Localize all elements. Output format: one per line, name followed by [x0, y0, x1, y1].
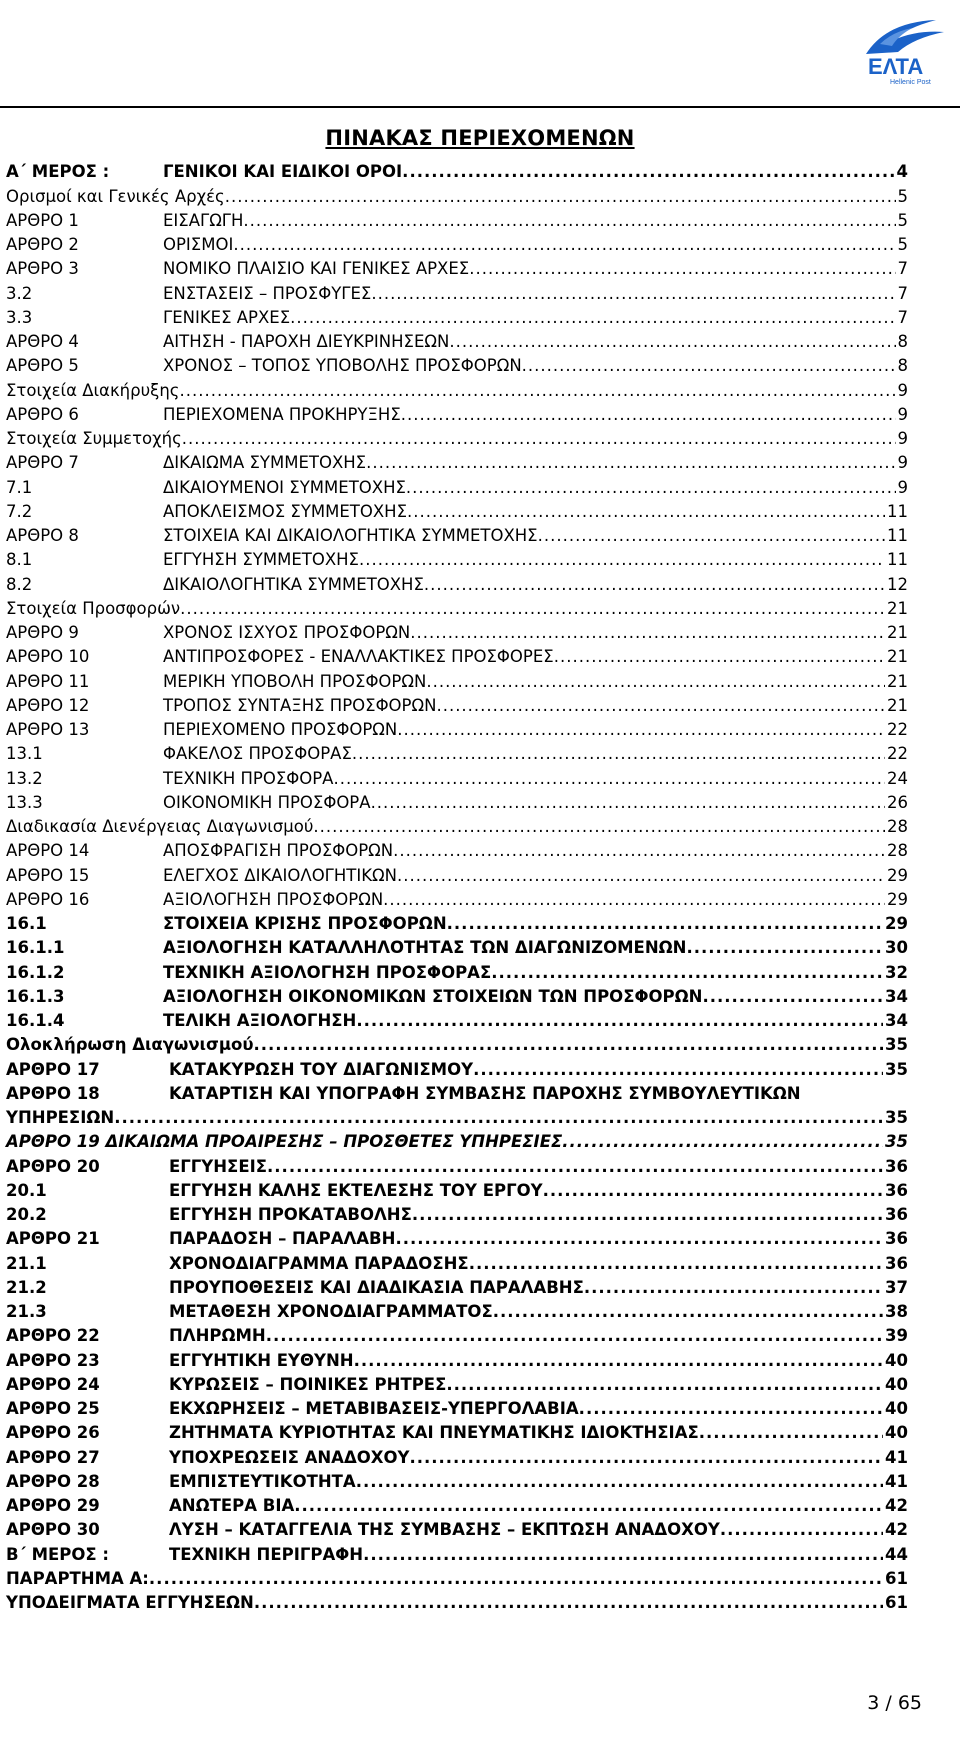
toc-leader-dots: [180, 599, 885, 618]
toc-entry[interactable]: [6, 1006, 908, 1030]
toc-entry-title: ΔΙΚΑΙΩΜΑ ΣΥΜΜΕΤΟΧΗΣ: [163, 453, 367, 473]
toc-entry-title: ΜΕΤΑΘΕΣΗ ΧΡΟΝΟΔΙΑΓΡΑΜΜΑΤΟΣ: [169, 1302, 493, 1321]
toc-entry-page: 35: [885, 1108, 908, 1127]
toc-entry-title: ΝΟΜΙΚΟ ΠΛΑΙΣΙΟ ΚΑΙ ΓΕΝΙΚΕΣ ΑΡΧΕΣ: [163, 259, 470, 279]
toc-entry-page: 34: [885, 986, 908, 1006]
toc-entry[interactable]: [6, 909, 908, 933]
toc-leader-dots: [426, 672, 885, 691]
toc-entry[interactable]: [6, 1079, 908, 1128]
toc-entry-page: 41: [885, 1447, 908, 1467]
toc-entry-page: 37: [885, 1277, 908, 1297]
toc-entry-number: 16.1.4: [6, 1011, 65, 1030]
toc-entry-title: ΦΑΚΕΛΟΣ ΠΡΟΣΦΟΡΑΣ: [163, 744, 352, 764]
toc-leader-dots: [469, 259, 895, 278]
toc-entry-title: ΣΤΟΙΧΕΙΑ ΚΡΙΣΗΣ ΠΡΟΣΦΟΡΩΝ: [163, 914, 447, 933]
toc-entry-title: ΛΥΣΗ – ΚΑΤΑΓΓΕΛΙΑ ΤΗΣ ΣΥΜΒΑΣΗΣ – ΕΚΠΤΩΣΗ ΑΝΑΔΟΧΟΥ: [169, 1520, 720, 1540]
toc-entry-page: 34: [885, 1011, 908, 1030]
toc-leader-dots: [371, 793, 885, 812]
toc-entry-number: ΑΡΘΡΟ 10: [6, 647, 90, 667]
toc-entry-title: ΧΡΟΝΟΔΙΑΓΡΑΜΜΑ ΠΑΡΑΔΟΣΗΣ: [169, 1253, 469, 1273]
toc-entry[interactable]: [6, 1054, 908, 1078]
toc-entry[interactable]: [6, 375, 908, 399]
toc-leader-dots: [253, 1035, 883, 1054]
toc-entry-title: ΠΡΟΥΠΟΘΕΣΕΙΣ ΚΑΙ ΔΙΑΔΙΚΑΣΙΑ ΠΑΡΑΛΑΒΗΣ: [169, 1277, 584, 1297]
toc-entry-page: 61: [885, 1593, 908, 1612]
elta-logo: [846, 14, 950, 86]
toc-entry-page: 36: [885, 1156, 908, 1176]
toc-entry-number: ΑΡΘΡΟ 18: [6, 1083, 100, 1103]
toc-leader-dots: [401, 405, 896, 424]
toc-entry-title: Στοιχεία Συμμετοχής: [6, 429, 182, 448]
toc-leader-dots: [702, 987, 883, 1006]
toc-entry[interactable]: [6, 254, 908, 278]
toc-entry-page: 9: [897, 380, 908, 400]
toc-leader-dots: [436, 696, 885, 715]
toc-entry-page: 11: [887, 526, 908, 545]
toc-entry-number: ΑΡΘΡΟ 24: [6, 1374, 100, 1394]
toc-entry-title: ΥΠΟΧΡΕΩΣΕΙΣ ΑΝΑΔΟΧΟΥ: [169, 1447, 410, 1467]
toc-entry-page: 26: [887, 792, 908, 812]
toc-leader-dots: [352, 744, 885, 763]
toc-entry-number: 7.1: [6, 477, 33, 497]
toc-leader-dots: [493, 1302, 883, 1321]
toc-entry-number: ΑΡΘΡΟ 6: [6, 404, 79, 424]
toc-entry[interactable]: [6, 569, 908, 593]
toc-entry-number: 20.1: [6, 1180, 47, 1200]
toc-leader-dots: [267, 1157, 883, 1176]
toc-entry-page: 8: [897, 332, 908, 351]
toc-leader-dots: [371, 284, 895, 303]
toc-entry[interactable]: [6, 1418, 908, 1442]
toc-entry-title: ΕΓΓΥΗΣΗ ΠΡΟΚΑΤΑΒΟΛΗΣ: [169, 1205, 412, 1224]
toc-entry-title: ΕΓΓΥΗΤΙΚΗ ΕΥΘΥΝΗ: [169, 1350, 354, 1370]
toc-entry[interactable]: [6, 400, 908, 424]
toc-leader-dots: [182, 429, 896, 448]
toc-entry[interactable]: [6, 181, 908, 205]
table-of-contents: [6, 157, 908, 1612]
toc-entry[interactable]: [6, 278, 908, 302]
toc-entry-title: ΧΡΟΝΟΣ – ΤΟΠΟΣ ΥΠΟΒΟΛΗΣ ΠΡΟΣΦΟΡΩΝ: [163, 356, 522, 376]
toc-entry-number: ΑΡΘΡΟ 13: [6, 720, 90, 739]
toc-entry[interactable]: [6, 1442, 908, 1466]
toc-leader-dots: [473, 1060, 883, 1079]
toc-entry[interactable]: [6, 885, 908, 909]
toc-entry-page: 22: [887, 744, 908, 764]
toc-entry[interactable]: [6, 763, 908, 787]
toc-entry-number: ΑΡΘΡΟ 3: [6, 259, 79, 279]
toc-entry-title: ΓΕΝΙΚΕΣ ΑΡΧΕΣ: [163, 307, 291, 327]
toc-entry-number: ΑΡΘΡΟ 30: [6, 1520, 100, 1540]
toc-leader-dots: [522, 356, 896, 375]
toc-entry-page: 35: [885, 1132, 908, 1152]
toc-entry-page: 24: [887, 768, 908, 788]
toc-leader-dots: [584, 1278, 883, 1297]
toc-leader-dots: [579, 1399, 883, 1418]
toc-entry-page: 40: [885, 1423, 908, 1443]
toc-entry[interactable]: [6, 351, 908, 375]
toc-entry[interactable]: [6, 715, 908, 739]
toc-leader-dots: [333, 769, 885, 788]
toc-entry[interactable]: [6, 666, 908, 690]
toc-entry[interactable]: [6, 1273, 908, 1297]
toc-entry-page: 21: [887, 695, 908, 715]
toc-entry-title: ΖΗΤΗΜΑΤΑ ΚΥΡΙΟΤΗΤΑΣ ΚΑΙ ΠΝΕΥΜΑΤΙΚΗΣ ΙΔΙΟΚΤΗΣΙΑΣ: [169, 1423, 699, 1443]
toc-entry-page: 36: [885, 1229, 908, 1249]
toc-entry[interactable]: [6, 230, 908, 254]
toc-entry-number: 16.1.1: [6, 938, 65, 958]
toc-entry-title: ΤΕΧΝΙΚΗ ΑΞΙΟΛΟΓΗΣΗ ΠΡΟΣΦΟΡΑΣ: [163, 962, 492, 982]
toc-entry-number: 8.1: [6, 550, 33, 570]
toc-leader-dots: [543, 1181, 883, 1200]
toc-entry-title: ΔΙΚΑΙΟΛΟΓΗΤΙΚΑ ΣΥΜΜΕΤΟΧΗΣ: [163, 574, 424, 594]
toc-entry-title: ΧΡΟΝΟΣ ΙΣΧΥΟΣ ΠΡΟΣΦΟΡΩΝ: [163, 623, 411, 642]
toc-entry[interactable]: [6, 618, 908, 642]
toc-leader-dots: [720, 1520, 883, 1539]
toc-entry-page: 21: [887, 598, 908, 618]
toc-entry-number: 3.3: [6, 307, 33, 327]
toc-leader-dots: [491, 963, 883, 982]
toc-entry-page: 12: [887, 574, 908, 594]
toc-entry-page: 44: [885, 1544, 908, 1564]
toc-entry-title: ΑΝΩΤΕΡΑ ΒΙΑ: [169, 1496, 295, 1515]
toc-leader-dots: [359, 550, 885, 569]
toc-entry-number: Α΄ ΜΕΡΟΣ :: [6, 162, 110, 182]
elta-logo-mark: [846, 14, 950, 86]
toc-leader-dots: [447, 914, 883, 933]
toc-entry-title-continued: ΥΠΗΡΕΣΙΩΝ: [6, 1108, 115, 1127]
toc-entry-page: 35: [885, 1035, 908, 1055]
toc-entry-page: 5: [897, 210, 908, 230]
toc-entry-number: ΑΡΘΡΟ 27: [6, 1447, 100, 1467]
toc-entry[interactable]: [6, 812, 908, 836]
page-indicator: 3 / 65: [867, 1692, 922, 1714]
page-title: ΠΙΝΑΚΑΣ ΠΕΡΙΕΧΟΜΕΝΩΝ: [325, 126, 635, 150]
toc-entry-page: 36: [885, 1180, 908, 1200]
toc-leader-dots: [366, 453, 895, 472]
toc-entry-title: ΕΓΓΥΗΣΗ ΚΑΛΗΣ ΕΚΤΕΛΕΣΗΣ ΤΟΥ ΕΡΓΟΥ: [169, 1180, 543, 1200]
toc-entry-page: 7: [897, 259, 908, 279]
toc-entry-page: 40: [885, 1374, 908, 1394]
toc-entry-page: 7: [897, 307, 908, 327]
toc-entry[interactable]: [6, 739, 908, 763]
toc-entry-title: ΓΕΝΙΚΟΙ ΚΑΙ ΕΙΔΙΚΟΙ ΟΡΟΙ: [163, 162, 403, 182]
toc-entry-number: ΑΡΘΡΟ 15: [6, 865, 90, 885]
toc-entry-page: 41: [885, 1471, 908, 1491]
toc-entry-page: 36: [885, 1205, 908, 1224]
toc-entry-title: ΚΥΡΩΣΕΙΣ – ΠΟΙΝΙΚΕΣ ΡΗΤΡΕΣ: [169, 1374, 447, 1394]
toc-entry[interactable]: [6, 1370, 908, 1394]
toc-entry-page: 11: [887, 550, 908, 570]
toc-entry-page: 21: [887, 623, 908, 642]
toc-leader-dots: [254, 1593, 883, 1612]
toc-entry-title: ΤΕΧΝΙΚΗ ΠΕΡΙΓΡΑΦΗ: [169, 1544, 364, 1564]
toc-entry-page: 4: [896, 162, 908, 182]
toc-entry-page: 40: [885, 1399, 908, 1418]
toc-entry[interactable]: [6, 521, 908, 545]
toc-leader-dots: [406, 478, 896, 497]
toc-entry-number: 13.2: [6, 768, 43, 788]
toc-entry-number: 7.2: [6, 501, 33, 521]
toc-leader-dots: [538, 526, 885, 545]
toc-entry-title: ΠΛΗΡΩΜΗ: [169, 1326, 266, 1346]
toc-entry-page: 61: [885, 1568, 908, 1588]
toc-entry-title: ΕΝΣΤΑΣΕΙΣ – ΠΡΟΣΦΥΓΕΣ: [163, 283, 372, 303]
toc-entry-number: ΑΡΘΡΟ 29: [6, 1496, 100, 1515]
toc-entry-page: 35: [885, 1059, 908, 1079]
toc-entry[interactable]: [6, 933, 908, 957]
toc-entry-number: 16.1.2: [6, 962, 65, 982]
toc-entry-page: 28: [887, 817, 908, 836]
toc-entry-number: ΑΡΘΡΟ 20: [6, 1156, 100, 1176]
toc-entry-page: 29: [887, 865, 908, 885]
toc-entry[interactable]: [6, 1127, 908, 1151]
toc-leader-dots: [179, 381, 895, 400]
toc-entry-page: 42: [885, 1496, 908, 1515]
toc-entry-page: 8: [897, 356, 908, 376]
toc-entry-title: ΤΕΧΝΙΚΗ ΠΡΟΣΦΟΡΑ: [163, 768, 334, 788]
toc-entry-number: 13.1: [6, 744, 43, 764]
toc-entry-page: 9: [897, 429, 908, 448]
toc-entry-page: 42: [885, 1520, 908, 1540]
toc-leader-dots: [449, 332, 895, 351]
toc-entry[interactable]: [6, 1200, 908, 1224]
toc-leader-dots: [424, 575, 885, 594]
toc-leader-dots: [446, 1375, 883, 1394]
toc-entry-title: Στοιχεία Διακήρυξης: [6, 380, 180, 400]
toc-entry-page: 29: [887, 889, 908, 909]
logo-subtext: Hellenic Post: [890, 79, 931, 86]
toc-leader-dots: [409, 1448, 883, 1467]
toc-entry[interactable]: [6, 1297, 908, 1321]
toc-leader-dots: [397, 866, 885, 885]
toc-entry[interactable]: [6, 836, 908, 860]
toc-entry[interactable]: [6, 1394, 908, 1418]
toc-entry-number: ΑΡΘΡΟ 21: [6, 1229, 100, 1249]
toc-entry[interactable]: [6, 1539, 908, 1563]
toc-leader-dots: [397, 720, 885, 739]
toc-entry-title: Ορισμοί και Γενικές Αρχές: [6, 186, 225, 206]
toc-entry[interactable]: [6, 788, 908, 812]
toc-entry-number: ΑΡΘΡΟ 14: [6, 841, 90, 861]
toc-entry-title: ΚΑΤΑΚΥΡΩΣΗ ΤΟΥ ΔΙΑΓΩΝΙΣΜΟΥ: [169, 1059, 474, 1079]
toc-leader-dots: [363, 1545, 883, 1564]
toc-entry-page: 11: [887, 501, 908, 521]
toc-entry[interactable]: [6, 157, 908, 181]
toc-leader-dots: [290, 308, 895, 327]
toc-entry-title: Ολοκλήρωση Διαγωνισμού: [6, 1035, 254, 1055]
toc-entry-title: ΕΓΓΥΗΣΗ ΣΥΜΜΕΤΟΧΗΣ: [163, 550, 359, 570]
toc-entry-title: ΟΙΚΟΝΟΜΙΚΗ ΠΡΟΣΦΟΡΑ: [163, 792, 371, 812]
toc-entry[interactable]: [6, 957, 908, 981]
toc-entry-number: 3.2: [6, 283, 33, 303]
toc-leader-dots: [354, 1351, 883, 1370]
toc-entry-number: ΑΡΘΡΟ 17: [6, 1059, 100, 1079]
toc-entry[interactable]: [6, 303, 908, 327]
toc-entry-title: ΑΙΤΗΣΗ - ΠΑΡΟΧΗ ΔΙΕΥΚΡΙΝΗΣΕΩΝ: [163, 332, 450, 351]
toc-entry-title: ΠΑΡΑΡΤΗΜΑ Α:: [6, 1568, 149, 1588]
toc-leader-dots: [395, 1229, 883, 1248]
toc-entry-number: Β΄ ΜΕΡΟΣ :: [6, 1544, 110, 1564]
toc-entry-page: 21: [887, 647, 908, 667]
toc-entry[interactable]: [6, 1030, 908, 1054]
toc-entry-title: ΔΙΚΑΙΟΥΜΕΝΟΙ ΣΥΜΜΕΤΟΧΗΣ: [163, 477, 406, 497]
toc-leader-dots: [562, 1132, 883, 1151]
toc-leader-dots: [243, 211, 895, 230]
toc-entry-title: ΠΑΡΑΔΟΣΗ – ΠΑΡΑΛΑΒΗ: [169, 1229, 396, 1249]
toc-entry-number: ΑΡΘΡΟ 11: [6, 671, 90, 691]
toc-entry-title: ΤΡΟΠΟΣ ΣΥΝΤΑΞΗΣ ΠΡΟΣΦΟΡΩΝ: [163, 695, 437, 715]
toc-entry[interactable]: [6, 1151, 908, 1175]
toc-entry-title: ΑΞΙΟΛΟΓΗΣΗ ΠΡΟΣΦΟΡΩΝ: [163, 889, 384, 909]
toc-entry-page: 9: [897, 453, 908, 473]
toc-entry[interactable]: [6, 642, 908, 666]
toc-entry-number: ΑΡΘΡΟ 22: [6, 1326, 100, 1346]
toc-entry[interactable]: [6, 327, 908, 351]
toc-entry[interactable]: [6, 1176, 908, 1200]
toc-entry-page: 7: [897, 283, 908, 303]
toc-entry-title: ΕΓΓΥΗΣΕΙΣ: [169, 1156, 268, 1176]
toc-entry[interactable]: [6, 860, 908, 884]
toc-entry-number: 21.3: [6, 1302, 47, 1321]
toc-entry-title: ΕΛΕΓΧΟΣ ΔΙΚΑΙΟΛΟΓΗΤΙΚΩΝ: [163, 865, 397, 885]
toc-entry-number: ΑΡΘΡΟ 1: [6, 210, 79, 230]
toc-entry-title: ΑΠΟΚΛΕΙΣΜΟΣ ΣΥΜΜΕΤΟΧΗΣ: [163, 501, 408, 521]
toc-leader-dots: [313, 817, 885, 836]
toc-entry-title: ΑΝΤΙΠΡΟΣΦΟΡΕΣ - ΕΝΑΛΛΑΚΤΙΚΕΣ ΠΡΟΣΦΟΡΕΣ: [163, 647, 554, 667]
toc-entry-title: ΟΡΙΣΜΟΙ: [163, 235, 234, 254]
toc-entry-title: ΣΤΟΙΧΕΙΑ ΚΑΙ ΔΙΚΑΙΟΛΟΓΗΤΙΚΑ ΣΥΜΜΕΤΟΧΗΣ: [163, 526, 538, 545]
toc-leader-dots: [412, 1205, 883, 1224]
toc-entry[interactable]: [6, 1564, 908, 1588]
toc-entry[interactable]: [6, 1467, 908, 1491]
toc-entry-title: ΑΞΙΟΛΟΓΗΣΗ ΚΑΤΑΛΛΗΛΟΤΗΤΑΣ ΤΩΝ ΔΙΑΓΩΝΙΖΟΜΕΝΩΝ: [163, 938, 687, 958]
toc-entry-number: ΑΡΘΡΟ 23: [6, 1350, 100, 1370]
toc-entry-number: 8.2: [6, 574, 33, 594]
toc-entry[interactable]: [6, 1224, 908, 1248]
toc-entry-page: 30: [885, 938, 908, 958]
toc-leader-dots: [554, 647, 885, 666]
toc-leader-dots: [402, 162, 894, 181]
toc-entry-number: 16.1.3: [6, 986, 65, 1006]
toc-leader-dots: [356, 1472, 883, 1491]
toc-entry-number: ΑΡΘΡΟ 26: [6, 1423, 100, 1443]
toc-entry-page: 32: [885, 962, 908, 982]
toc-entry-title: Διαδικασία Διενέργειας Διαγωνισμού: [6, 817, 314, 836]
toc-entry-number: ΑΡΘΡΟ 28: [6, 1471, 100, 1491]
toc-entry-page: 28: [887, 841, 908, 861]
toc-entry-title: ΚΑΤΑΡΤΙΣΗ ΚΑΙ ΥΠΟΓΡΑΦΗ ΣΥΜΒΑΣΗΣ ΠΑΡΟΧΗΣ ΣΥΜΒΟΥΛΕΥΤΙΚΩΝ: [169, 1083, 801, 1103]
toc-entry-number: ΑΡΘΡΟ 9: [6, 623, 79, 642]
toc-entry-number: ΑΡΘΡΟ 16: [6, 889, 90, 909]
toc-entry-title: ΑΡΘΡΟ 19 ΔΙΚΑΙΩΜΑ ΠΡΟΑΙΡΕΣΗΣ – ΠΡΟΣΘΕΤΕΣ ΥΠΗΡΕΣΙΕΣ: [6, 1132, 563, 1152]
toc-entry[interactable]: [6, 497, 908, 521]
toc-entry-title: Στοιχεία Προσφορών: [6, 598, 181, 618]
toc-entry-number: ΑΡΘΡΟ 12: [6, 695, 90, 715]
toc-entry[interactable]: [6, 982, 908, 1006]
toc-leader-dots: [225, 187, 896, 206]
toc-entry-number: ΑΡΘΡΟ 2: [6, 235, 79, 254]
toc-entry-number: ΑΡΘΡΟ 7: [6, 453, 79, 473]
header-rule: [0, 106, 960, 108]
toc-entry-page: 21: [887, 671, 908, 691]
toc-entry-title: ΕΚΧΩΡΗΣΕΙΣ – ΜΕΤΑΒΙΒΑΣΕΙΣ-ΥΠΕΡΓΟΛΑΒΙΑ: [169, 1399, 579, 1418]
toc-entry[interactable]: [6, 1345, 908, 1369]
toc-entry[interactable]: [6, 1515, 908, 1539]
toc-entry-page: 9: [897, 404, 908, 424]
toc-leader-dots: [114, 1108, 883, 1127]
toc-leader-dots: [686, 938, 883, 957]
toc-leader-dots: [407, 502, 885, 521]
logo-text: ΕΛΤΑ: [868, 54, 924, 79]
toc-entry-title: ΠΕΡΙΕΧΟΜΕΝΟ ΠΡΟΣΦΟΡΩΝ: [163, 720, 398, 739]
toc-leader-dots: [410, 623, 885, 642]
toc-entry-title: ΥΠΟΔΕΙΓΜΑΤΑ ΕΓΓΥΗΣΕΩΝ: [6, 1593, 254, 1612]
toc-entry[interactable]: [6, 1248, 908, 1272]
toc-entry-title: ΕΙΣΑΓΩΓΗ: [163, 210, 244, 230]
toc-leader-dots: [294, 1496, 883, 1515]
toc-entry-page: 39: [885, 1326, 908, 1346]
toc-entry-number: ΑΡΘΡΟ 8: [6, 526, 79, 545]
toc-entry-page: 9: [897, 477, 908, 497]
toc-leader-dots: [469, 1254, 883, 1273]
toc-leader-dots: [266, 1326, 883, 1345]
toc-entry-page: 5: [897, 186, 908, 206]
toc-leader-dots: [699, 1423, 883, 1442]
toc-entry-number: ΑΡΘΡΟ 25: [6, 1399, 100, 1418]
toc-entry-page: 29: [885, 914, 908, 933]
toc-entry-page: 40: [885, 1350, 908, 1370]
toc-leader-dots: [356, 1011, 883, 1030]
toc-entry[interactable]: [6, 594, 908, 618]
toc-entry-number: 21.1: [6, 1253, 47, 1273]
toc-entry[interactable]: [6, 424, 908, 448]
toc-entry-number: ΑΡΘΡΟ 4: [6, 332, 79, 351]
toc-entry-number: 16.1: [6, 914, 47, 933]
toc-entry-page: 22: [887, 720, 908, 739]
toc-entry-page: 5: [897, 235, 908, 254]
toc-entry-title: ΤΕΛΙΚΗ ΑΞΙΟΛΟΓΗΣΗ: [163, 1011, 357, 1030]
toc-entry-number: 20.2: [6, 1205, 47, 1224]
toc-entry-page: 36: [885, 1253, 908, 1273]
toc-entry-title: ΕΜΠΙΣΤΕΥΤΙΚΟΤΗΤΑ: [169, 1471, 356, 1491]
toc-entry[interactable]: [6, 691, 908, 715]
toc-entry[interactable]: [6, 1588, 908, 1612]
toc-entry[interactable]: [6, 1491, 908, 1515]
toc-entry-page: 38: [885, 1302, 908, 1321]
toc-entry-number: 21.2: [6, 1277, 47, 1297]
toc-leader-dots: [149, 1569, 883, 1588]
toc-entry[interactable]: [6, 545, 908, 569]
toc-entry-number: 13.3: [6, 792, 43, 812]
toc-entry-title: ΑΠΟΣΦΡΑΓΙΣΗ ΠΡΟΣΦΟΡΩΝ: [163, 841, 394, 861]
toc-entry[interactable]: [6, 206, 908, 230]
toc-entry-number: ΑΡΘΡΟ 5: [6, 356, 79, 376]
toc-leader-dots: [233, 235, 895, 254]
toc-entry[interactable]: [6, 1321, 908, 1345]
toc-entry-title: ΑΞΙΟΛΟΓΗΣΗ ΟΙΚΟΝΟΜΙΚΩΝ ΣΤΟΙΧΕΙΩΝ ΤΩΝ ΠΡΟΣΦΟΡΩΝ: [163, 986, 703, 1006]
toc-entry[interactable]: [6, 472, 908, 496]
toc-entry-title: ΜΕΡΙΚΗ ΥΠΟΒΟΛΗ ΠΡΟΣΦΟΡΩΝ: [163, 671, 427, 691]
toc-entry-title: ΠΕΡΙΕΧΟΜΕΝΑ ΠΡΟΚΗΡΥΞΗΣ: [163, 404, 401, 424]
toc-entry[interactable]: [6, 448, 908, 472]
toc-leader-dots: [393, 841, 885, 860]
toc-leader-dots: [383, 890, 885, 909]
